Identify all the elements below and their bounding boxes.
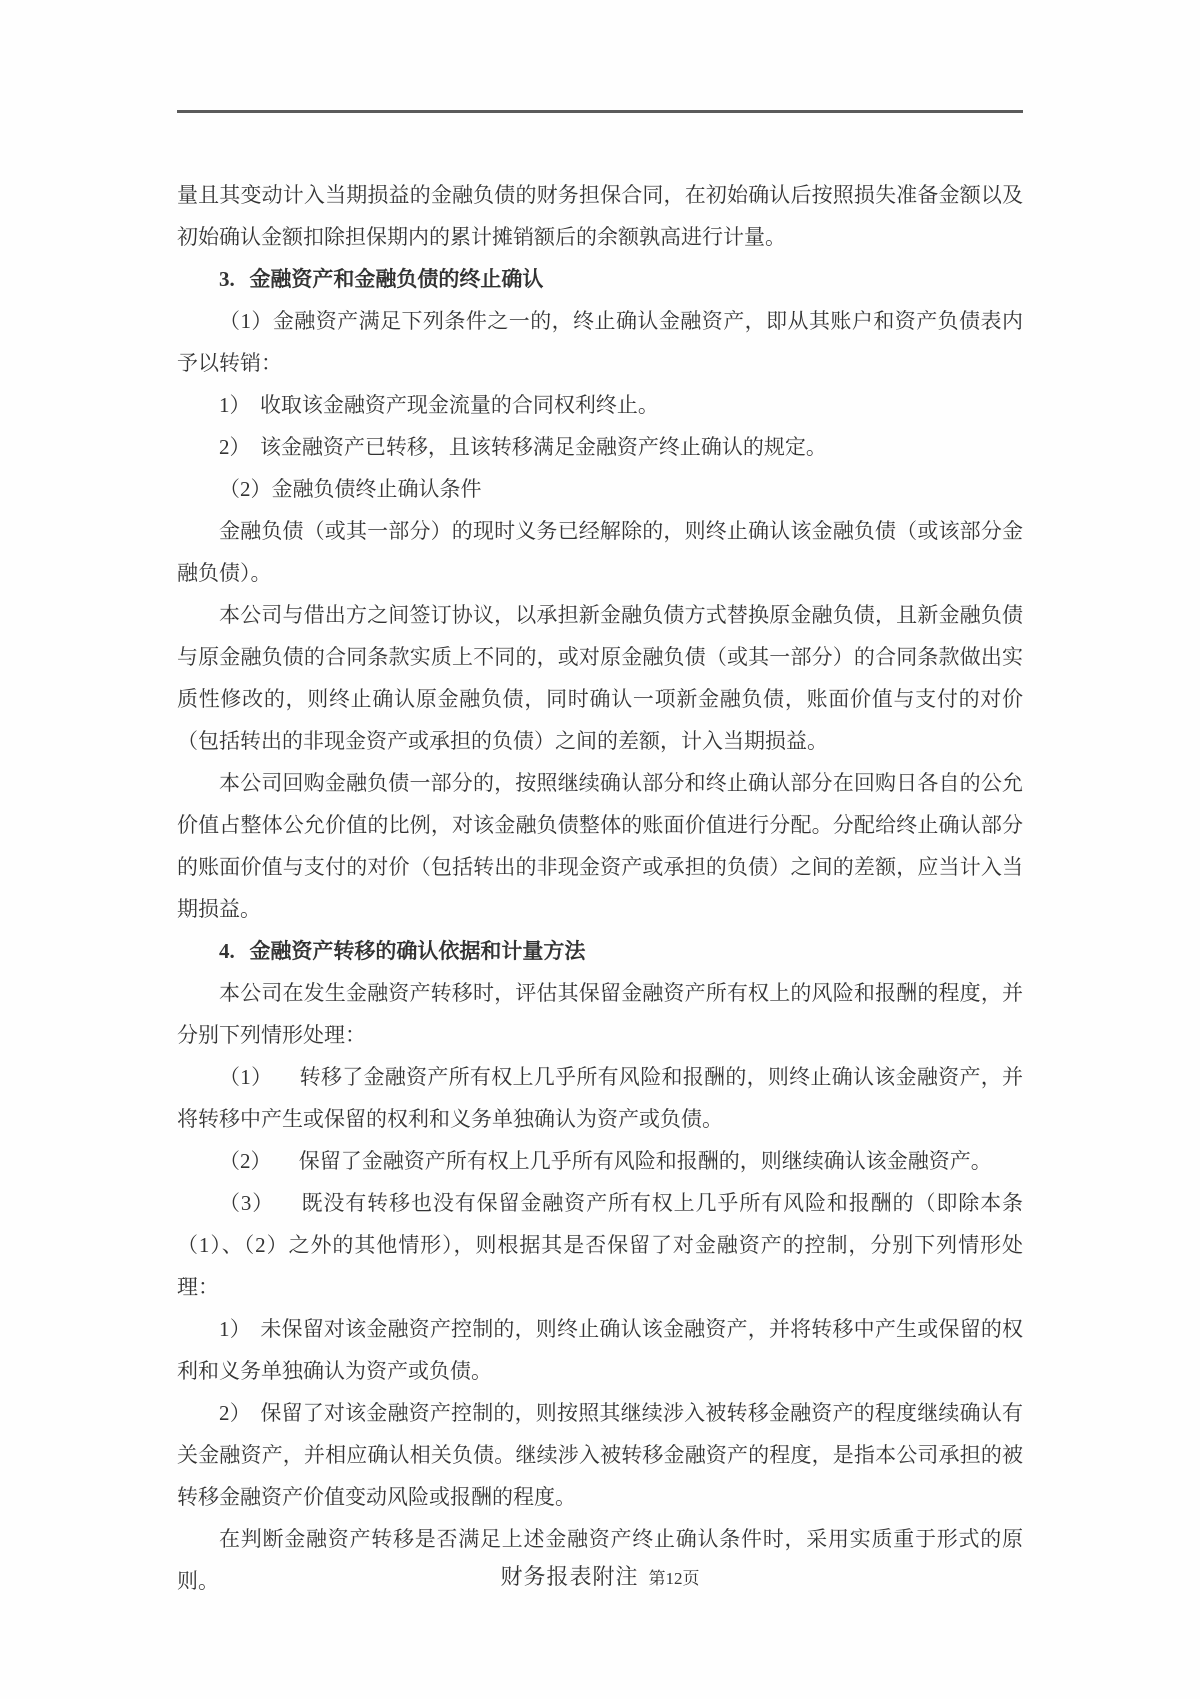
section-3-heading — [177, 258, 1023, 300]
paragraph-substance-over-form: 在判断金融资产转移是否满足上述金融资产终止确认条件时，采用实质重于形式的原则。 — [177, 1527, 1023, 1593]
list-item-text: 既没有转移也没有保留金融资产所有权上几乎所有风险和报酬的（即除本条（1）、（2）之外的其他情形），则根据其是否保留了对金融资产的控制，分别下列情形处理： — [177, 1191, 1024, 1299]
paragraph-transfer-evaluation: 本公司在发生金融资产转移时，评估其保留金融资产所有权上的风险和报酬的程度，并分别下列情形处理： — [177, 981, 1023, 1047]
list-item-number: 2） — [219, 1401, 251, 1425]
list-item-text: 收取该金融资产现金流量的合同权利终止。 — [259, 393, 659, 417]
list-item-number: 1） — [219, 1317, 251, 1341]
list-item-cashflow-rights-terminated — [177, 384, 1023, 426]
section-4-heading — [177, 930, 1023, 972]
list-item-text: 保留了金融资产所有权上几乎所有风险和报酬的，则继续确认该金融资产。 — [298, 1149, 992, 1173]
footer-title: 财务报表附注 — [500, 1564, 639, 1589]
paragraph-liability-replacement: 本公司与借出方之间签订协议，以承担新金融负债方式替换原金融负债，且新金融负债与原金融负债的合同条款实质上不同的，或对原金融负债（或其一部分）的合同条款做出实质性修改的，则终止确认原金融负债，同时确认一项新金融负债，账面价值与支付的对价（包括转出的非现金资产或承担的负债）之间的差额，计入当期损益。 — [177, 603, 1023, 753]
list-item-control-retained — [177, 1392, 1023, 1518]
section-4-title: 金融资产转移的确认依据和计量方法 — [249, 939, 586, 963]
footer-page-number: 第12页 — [648, 1569, 700, 1588]
header-rule — [177, 110, 1023, 113]
paragraph-guarantee-measurement: 量且其变动计入当期损益的金融负债的财务担保合同，在初始确认后按照损失准备金额以及初始确认金额扣除担保期内的累计摊销额后的余额孰高进行计量。 — [177, 183, 1023, 249]
paragraph-asset-derecognition-conditions: （1）金融资产满足下列条件之一的，终止确认金融资产，即从其账户和资产负债表内予以转销： — [177, 309, 1023, 375]
list-item-text: 未保留对该金融资产控制的，则终止确认该金融资产，并将转移中产生或保留的权利和义务单独确认为资产或负债。 — [177, 1317, 1024, 1383]
list-item-number: 2） — [219, 435, 251, 459]
list-item-text: 保留了对该金融资产控制的，则按照其继续涉入被转移金融资产的程度继续确认有关金融资产，并相应确认相关负债。继续涉入被转移金融资产的程度，是指本公司承担的被转移金融资产价值变动风险或报酬的程度。 — [177, 1401, 1024, 1509]
list-item-number: （1） — [219, 1065, 273, 1089]
section-4-number: 4. — [219, 939, 235, 963]
page-footer — [0, 1560, 1200, 1591]
list-item-number: （3） — [219, 1191, 275, 1215]
list-item-text: 该金融资产已转移，且该转移满足金融资产终止确认的规定。 — [259, 435, 827, 459]
list-item-number: （2） — [219, 1149, 272, 1173]
list-item-neither-transferred-nor-retained — [177, 1182, 1023, 1308]
paragraph-liability-derecognition-title: （2）金融负债终止确认条件 — [219, 477, 482, 501]
list-item-control-not-retained — [177, 1308, 1023, 1392]
section-3-title: 金融资产和金融负债的终止确认 — [249, 267, 544, 291]
section-3-number: 3. — [219, 267, 235, 291]
list-item-retained-all-risks — [177, 1140, 1023, 1182]
paragraph-liability-repurchase: 本公司回购金融负债一部分的，按照继续确认部分和终止确认部分在回购日各自的公允价值占整体公允价值的比例，对该金融负债整体的账面价值进行分配。分配给终止确认部分的账面价值与支付的对价（包括转出的非现金资产或承担的负债）之间的差额，应当计入当期损益。 — [177, 771, 1023, 921]
list-item-transferred-all-risks — [177, 1056, 1023, 1140]
list-item-number: 1） — [219, 393, 251, 417]
list-item-text: 转移了金融资产所有权上几乎所有风险和报酬的，则终止确认该金融资产，并将转移中产生或保留的权利和义务单独确认为资产或负债。 — [177, 1065, 1024, 1131]
document-body — [177, 174, 1023, 1602]
paragraph-liability-obligation-released: 金融负债（或其一部分）的现时义务已经解除的，则终止确认该金融负债（或该部分金融负债）。 — [177, 519, 1023, 585]
list-item-asset-transferred — [177, 426, 1023, 468]
